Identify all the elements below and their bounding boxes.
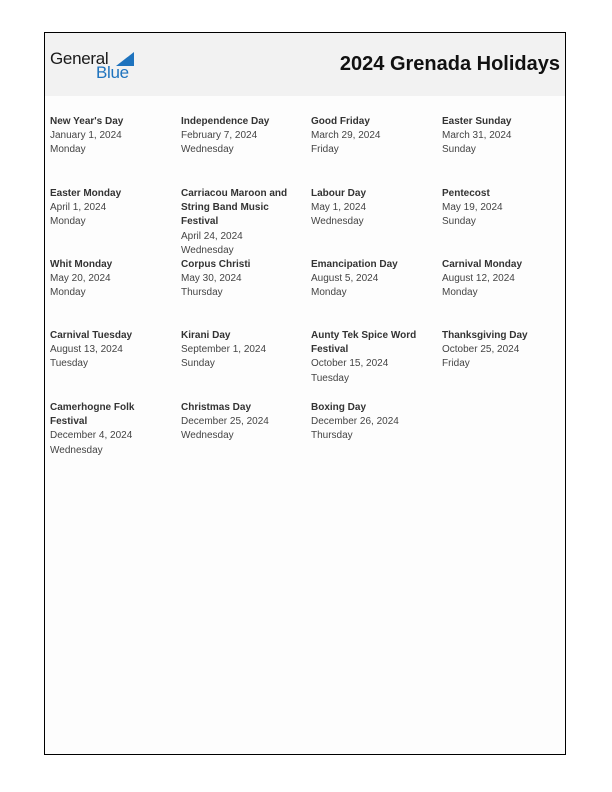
holiday-name: Carriacou Maroon and String Band Music Festival <box>181 188 288 228</box>
holiday-date: December 25, 2024 <box>181 416 269 428</box>
holiday-date: May 1, 2024 <box>311 202 367 214</box>
holiday-entry <box>181 258 299 301</box>
holiday-entry <box>442 115 560 158</box>
holiday-weekday: Wednesday <box>181 144 234 156</box>
holiday-name: Boxing Day <box>311 402 367 413</box>
holiday-entry <box>442 329 560 372</box>
holiday-date: January 1, 2024 <box>50 130 122 142</box>
holiday-weekday: Wednesday <box>311 216 364 228</box>
holiday-name: Emancipation Day <box>311 259 398 270</box>
holiday-weekday: Thursday <box>181 287 223 299</box>
holiday-entry <box>311 401 429 444</box>
holiday-weekday: Sunday <box>181 358 215 370</box>
holiday-weekday: Monday <box>442 287 478 299</box>
holiday-date: October 25, 2024 <box>442 344 520 356</box>
holiday-weekday: Sunday <box>442 216 476 228</box>
holiday-date: December 26, 2024 <box>311 416 399 428</box>
holiday-name: Whit Monday <box>50 259 113 270</box>
holiday-entry <box>311 115 429 158</box>
holiday-date: August 12, 2024 <box>442 273 515 285</box>
header-band <box>45 33 565 96</box>
holiday-weekday: Monday <box>50 216 86 228</box>
holiday-name: Corpus Christi <box>181 259 251 270</box>
holiday-weekday: Sunday <box>442 144 476 156</box>
holiday-date: April 1, 2024 <box>50 202 107 214</box>
holiday-date: April 24, 2024 <box>181 230 243 242</box>
holiday-entry <box>50 401 168 458</box>
page-frame <box>44 32 566 755</box>
holiday-entry <box>50 329 168 372</box>
holiday-date: September 1, 2024 <box>181 344 267 356</box>
page-title: 2024 Grenada Holidays <box>339 53 560 75</box>
holiday-entry <box>311 258 429 301</box>
holiday-date: February 7, 2024 <box>181 130 258 142</box>
holiday-name: Kirani Day <box>181 330 231 341</box>
holiday-weekday: Monday <box>50 287 86 299</box>
holiday-name: Good Friday <box>311 116 370 127</box>
holiday-weekday: Thursday <box>311 430 353 442</box>
holiday-entry <box>181 329 299 372</box>
holiday-name: Aunty Tek Spice Word Festival <box>311 330 417 356</box>
holiday-date: March 31, 2024 <box>442 130 512 142</box>
holiday-entry <box>50 115 168 158</box>
holiday-name: Labour Day <box>311 188 367 199</box>
holiday-date: May 30, 2024 <box>181 273 242 285</box>
holiday-name: Carnival Tuesday <box>50 330 133 341</box>
holiday-name: New Year's Day <box>50 116 124 127</box>
holiday-weekday: Friday <box>442 358 470 370</box>
holiday-weekday: Wednesday <box>181 244 234 256</box>
holiday-date: August 5, 2024 <box>311 273 379 285</box>
holiday-entry <box>442 258 560 301</box>
logo-word-blue: Blue <box>96 63 129 82</box>
holiday-entry <box>311 187 429 230</box>
logo-word-general: General <box>50 49 109 68</box>
holiday-entry <box>50 187 168 230</box>
holiday-entry <box>442 187 560 230</box>
holiday-date: May 19, 2024 <box>442 202 503 214</box>
generalblue-logo <box>50 49 140 83</box>
holiday-name: Carnival Monday <box>442 259 523 270</box>
holiday-weekday: Wednesday <box>181 430 234 442</box>
holiday-date: December 4, 2024 <box>50 430 133 442</box>
holiday-name: Pentecost <box>442 188 490 199</box>
holiday-name: Thanksgiving Day <box>442 330 528 341</box>
holiday-weekday: Tuesday <box>311 372 349 384</box>
holiday-date: October 15, 2024 <box>311 358 389 370</box>
holiday-date: March 29, 2024 <box>311 130 381 142</box>
holiday-name: Independence Day <box>181 116 270 127</box>
holiday-weekday: Monday <box>50 144 86 156</box>
holiday-entry <box>181 115 299 158</box>
holiday-entry <box>181 401 299 444</box>
holiday-weekday: Wednesday <box>50 444 103 456</box>
holiday-weekday: Monday <box>311 287 347 299</box>
holiday-date: May 20, 2024 <box>50 273 111 285</box>
holiday-entry <box>181 187 299 258</box>
holiday-entry <box>50 258 168 301</box>
holiday-name: Camerhogne Folk Festival <box>50 402 135 428</box>
holiday-name: Easter Monday <box>50 188 122 199</box>
holiday-name: Easter Sunday <box>442 116 512 127</box>
holiday-weekday: Tuesday <box>50 358 88 370</box>
holiday-entry <box>311 329 429 386</box>
holiday-date: August 13, 2024 <box>50 344 123 356</box>
holiday-weekday: Friday <box>311 144 339 156</box>
holiday-name: Christmas Day <box>181 402 252 413</box>
